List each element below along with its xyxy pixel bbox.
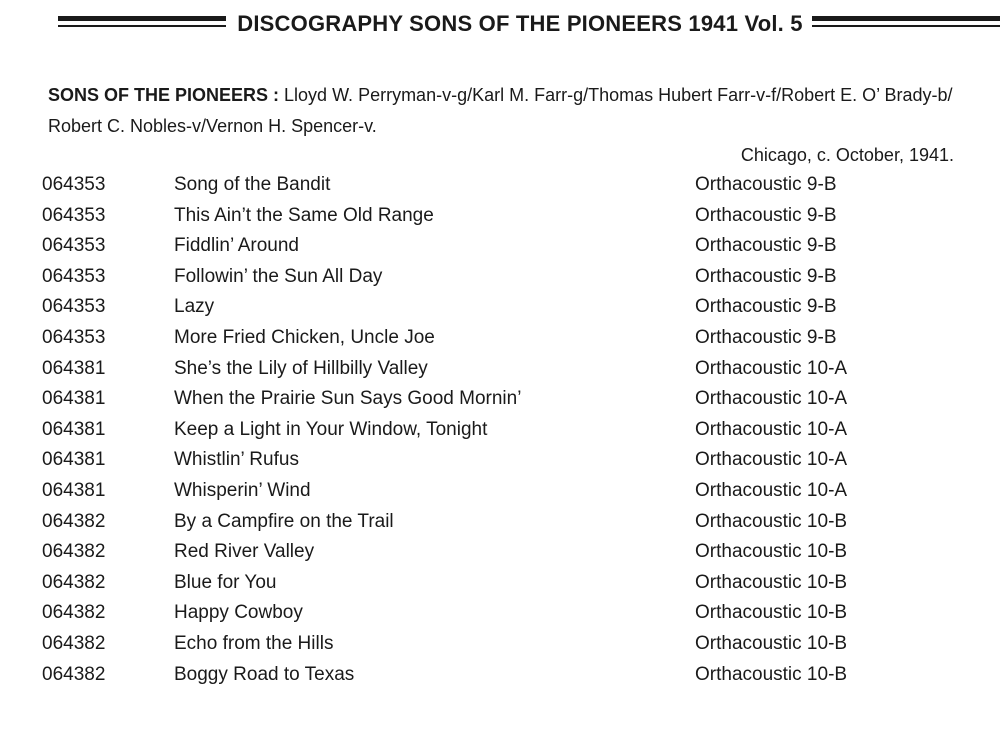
- track-row: [42, 292, 942, 323]
- header-rule-right: [812, 16, 1000, 28]
- track-title: Whisperin’ Wind: [174, 479, 311, 501]
- matrix-number: 064353: [42, 265, 106, 287]
- matrix-number: 064353: [42, 174, 106, 195]
- track-row: [42, 201, 942, 232]
- record-label: Orthacoustic 9-B: [695, 296, 837, 318]
- record-label: Orthacoustic 10-A: [695, 357, 848, 379]
- track-title: Red River Valley: [174, 541, 315, 563]
- matrix-number: 064353: [42, 326, 106, 348]
- matrix-number: 064381: [42, 357, 106, 379]
- group-name: SONS OF THE PIONEERS :: [48, 85, 280, 105]
- track-title: When the Prairie Sun Says Good Mornin’: [174, 388, 522, 410]
- record-label: Orthacoustic 9-B: [695, 235, 837, 257]
- track-title: More Fried Chicken, Uncle Joe: [174, 326, 435, 348]
- track-row: [42, 170, 942, 201]
- track-title: Fiddlin’ Around: [174, 235, 299, 257]
- track-row: [42, 384, 942, 415]
- track-row: [42, 507, 942, 538]
- matrix-number: 064382: [42, 541, 106, 563]
- session-location-date: Chicago, c. October, 1941.: [740, 145, 954, 165]
- track-row: [42, 262, 942, 293]
- header-rule-left: [58, 16, 226, 28]
- track-title: Whistlin’ Rufus: [174, 449, 299, 471]
- matrix-number: 064381: [42, 449, 106, 471]
- track-row: [42, 415, 942, 446]
- track-title: This Ain’t the Same Old Range: [174, 204, 434, 226]
- record-label: Orthacoustic 10-A: [695, 388, 848, 410]
- track-row: [42, 660, 942, 691]
- track-title: Keep a Light in Your Window, Tonight: [174, 418, 488, 440]
- header-rule-right-thick: [812, 16, 1000, 21]
- track-row: [42, 537, 942, 568]
- track-title: Lazy: [174, 296, 215, 318]
- matrix-number: 064382: [42, 571, 106, 593]
- matrix-number: 064353: [42, 204, 106, 226]
- header-rule-left-thick: [58, 16, 226, 21]
- record-label: Orthacoustic 10-A: [695, 449, 848, 471]
- track-row: [42, 231, 942, 262]
- record-label: Orthacoustic 10-B: [695, 663, 848, 685]
- matrix-number: 064381: [42, 388, 106, 410]
- page-header: [0, 10, 1000, 40]
- members-line-1: Lloyd W. Perryman-v-g/Karl M. Farr-g/Thomas Hubert Farr-v-f/Robert E. O’ Brady-b/: [279, 85, 953, 105]
- matrix-number: 064382: [42, 663, 106, 685]
- record-label: Orthacoustic 10-B: [695, 571, 848, 593]
- record-label: Orthacoustic 9-B: [695, 326, 837, 348]
- track-row: [42, 476, 942, 507]
- track-title: She’s the Lily of Hillbilly Valley: [174, 357, 428, 379]
- track-row: [42, 445, 942, 476]
- matrix-number: 064382: [42, 602, 106, 624]
- record-label: Orthacoustic 10-B: [695, 541, 848, 563]
- track-row: [42, 598, 942, 629]
- matrix-number: 064382: [42, 632, 106, 654]
- track-title: By a Campfire on the Trail: [174, 510, 394, 532]
- track-title: Song of the Bandit: [174, 174, 331, 195]
- matrix-number: 064382: [42, 510, 106, 532]
- record-label: Orthacoustic 9-B: [695, 204, 837, 226]
- track-title: Followin’ the Sun All Day: [174, 265, 383, 287]
- record-label: Orthacoustic 10-A: [695, 479, 848, 501]
- header-rule-left-thin: [58, 25, 226, 27]
- personnel-block: [48, 80, 978, 142]
- track-title: Blue for You: [174, 571, 277, 593]
- track-row: [42, 568, 942, 599]
- track-row: [42, 323, 942, 354]
- record-label: Orthacoustic 10-B: [695, 632, 848, 654]
- record-label: Orthacoustic 10-A: [695, 418, 848, 440]
- header-rule-right-thin: [812, 25, 1000, 27]
- page-title: DISCOGRAPHY SONS OF THE PIONEERS 1941 Vol. 5: [237, 11, 803, 36]
- track-title: Boggy Road to Texas: [174, 663, 355, 685]
- members-line-2: Robert C. Nobles-v/Vernon H. Spencer-v.: [48, 116, 377, 136]
- track-row: [42, 629, 942, 660]
- matrix-number: 064381: [42, 418, 106, 440]
- matrix-number: 064353: [42, 296, 106, 318]
- record-label: Orthacoustic 10-B: [695, 510, 848, 532]
- record-label: Orthacoustic 9-B: [695, 174, 837, 195]
- record-label: Orthacoustic 10-B: [695, 602, 848, 624]
- matrix-number: 064381: [42, 479, 106, 501]
- track-title: Echo from the Hills: [174, 632, 334, 654]
- record-label: Orthacoustic 9-B: [695, 265, 837, 287]
- track-row: [42, 354, 942, 385]
- matrix-number: 064353: [42, 235, 106, 257]
- track-list: [42, 170, 942, 690]
- track-title: Happy Cowboy: [174, 602, 303, 624]
